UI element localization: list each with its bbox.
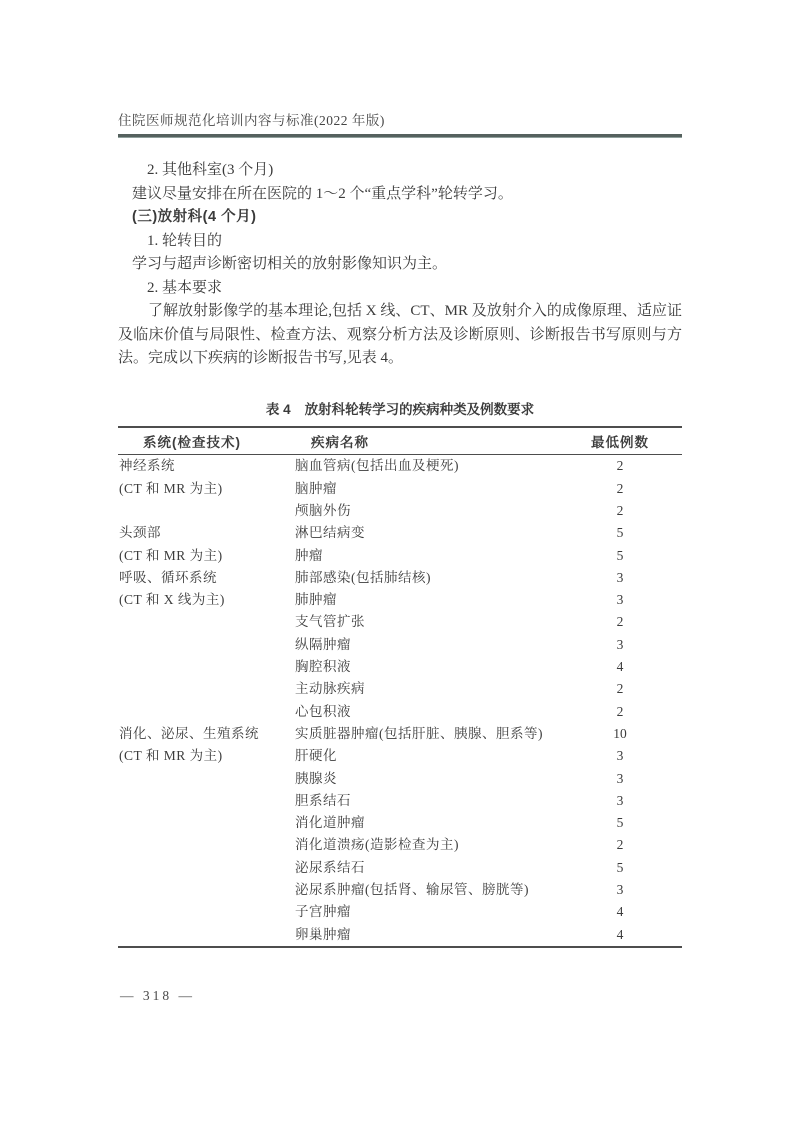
table-row [118,500,682,522]
system-cell: (CT 和 MR 为主) [119,748,223,764]
disease-cell: 胆系结石 [295,792,351,808]
min-cases-cell: 3 [616,770,624,786]
min-cases-cell: 4 [616,659,624,675]
table-row [118,477,682,499]
table-header-row [118,427,682,455]
body-line: (三)放射科(4 个月) [132,209,257,225]
table-row [118,656,682,678]
system-cell [118,923,293,946]
disease-cell: 脑肿瘤 [295,480,337,496]
system-cell [118,879,293,901]
body-line: 2. 基本要求 [147,279,223,296]
system-cell [118,767,293,789]
disease-cell: 泌尿系肿瘤(包括肾、输尿管、膀胱等) [295,882,529,898]
table-row [118,767,682,789]
table-row [118,566,682,588]
min-cases-cell: 3 [616,882,624,898]
system-cell [118,789,293,811]
min-cases-cell: 3 [616,792,624,808]
min-cases-cell: 3 [616,592,624,608]
body-line: 学习与超声诊断密切相关的放射影像知识为主。 [132,256,448,272]
table-title-text: 放射科轮转学习的疾病种类及例数要求 [304,401,535,417]
table-row [118,633,682,655]
table-block [118,401,682,948]
body-text [118,159,682,371]
disease-cell: 消化道溃疡(造影检查为主) [295,837,459,853]
table-row [118,700,682,722]
system-cell: (CT 和 MR 为主) [119,480,223,496]
body-line: 了解放射影像学的基本理论,包括 X 线、CT、MR 及放射介入的成像原理、适应证及临床价值与局限性、检查方法、观察分析方法及诊断原则、诊断报告书写原则与方法。完成以下疾病的诊断报告书写,见表 4。 [118,303,682,366]
disease-cell: 胰腺炎 [295,770,337,786]
min-cases-cell: 2 [616,458,624,474]
disease-cell: 泌尿系结石 [295,859,365,875]
column-header-disease: 疾病名称 [293,427,578,455]
column-header-min-cases: 最低例数 [578,427,682,455]
system-cell [118,812,293,834]
disease-requirements-table [118,426,682,948]
table-row [118,856,682,878]
system-cell [118,611,293,633]
min-cases-cell: 2 [616,703,624,719]
min-cases-cell: 2 [616,681,624,697]
table-row [118,723,682,745]
system-cell: (CT 和 MR 为主) [119,547,223,563]
min-cases-cell: 3 [616,748,624,764]
system-cell: 神经系统 [119,458,175,474]
min-cases-cell: 5 [616,547,624,563]
disease-cell: 肺部感染(包括肺结核) [295,569,431,585]
system-cell [118,856,293,878]
system-cell [118,834,293,856]
disease-cell: 心包积液 [295,703,351,719]
table-label: 表 4 [265,401,291,417]
disease-cell: 支气管扩张 [295,614,365,630]
system-cell [118,656,293,678]
disease-cell: 消化道肿瘤 [295,815,365,831]
system-cell [118,633,293,655]
disease-cell: 胸腔积液 [295,659,351,675]
table-row [118,589,682,611]
table-row [118,455,682,478]
system-cell [118,678,293,700]
disease-cell: 卵巢肿瘤 [295,926,351,942]
min-cases-cell: 3 [616,636,624,652]
min-cases-cell: 5 [616,859,624,875]
table-row [118,834,682,856]
disease-cell: 实质脏器肿瘤(包括肝脏、胰腺、胆系等) [295,725,543,741]
system-cell [118,901,293,923]
system-cell: 消化、泌尿、生殖系统 [119,725,259,741]
min-cases-cell: 3 [616,569,624,585]
disease-cell: 纵隔肿瘤 [295,636,351,652]
system-cell: 头颈部 [119,525,161,541]
min-cases-cell: 4 [616,926,624,942]
table-header [118,427,682,455]
column-header-system: 系统(检查技术) [118,427,293,455]
table-row [118,544,682,566]
table-row [118,901,682,923]
min-cases-cell: 5 [616,525,624,541]
system-cell [118,500,293,522]
table-body [118,455,682,947]
disease-cell: 肺肿瘤 [295,592,337,608]
min-cases-cell: 4 [616,904,624,920]
min-cases-cell: 2 [616,502,624,518]
header-rule [118,134,682,138]
system-cell: (CT 和 X 线为主) [119,592,225,608]
system-cell [118,700,293,722]
table-row [118,745,682,767]
min-cases-cell: 2 [616,614,624,630]
body-line: 建议尽量安排在所在医院的 1～2 个“重点学科”轮转学习。 [132,185,513,202]
disease-cell: 脑血管病(包括出血及梗死) [295,458,459,474]
running-head-title: 住院医师规范化培训内容与标准(2022 年版) [118,113,385,128]
disease-cell: 颅脑外伤 [295,502,351,518]
min-cases-cell: 2 [616,837,624,853]
page-number: — 318 — [120,987,195,1003]
table-row [118,611,682,633]
table-row [118,812,682,834]
min-cases-cell: 10 [613,725,627,741]
table-title [118,401,682,419]
table-row [118,923,682,946]
system-cell: 呼吸、循环系统 [119,569,217,585]
disease-cell: 主动脉疾病 [295,681,365,697]
min-cases-cell: 2 [616,480,624,496]
body-line: 2. 其他科室(3 个月) [147,162,274,178]
table-row [118,789,682,811]
disease-cell: 肿瘤 [295,547,323,563]
table-row [118,522,682,544]
table-row [118,879,682,901]
disease-cell: 肝硬化 [295,748,337,764]
disease-cell: 淋巴结病变 [295,525,365,541]
body-line: 1. 轮转目的 [147,232,223,249]
min-cases-cell: 5 [616,815,624,831]
disease-cell: 子宫肿瘤 [295,904,351,920]
table-row [118,678,682,700]
